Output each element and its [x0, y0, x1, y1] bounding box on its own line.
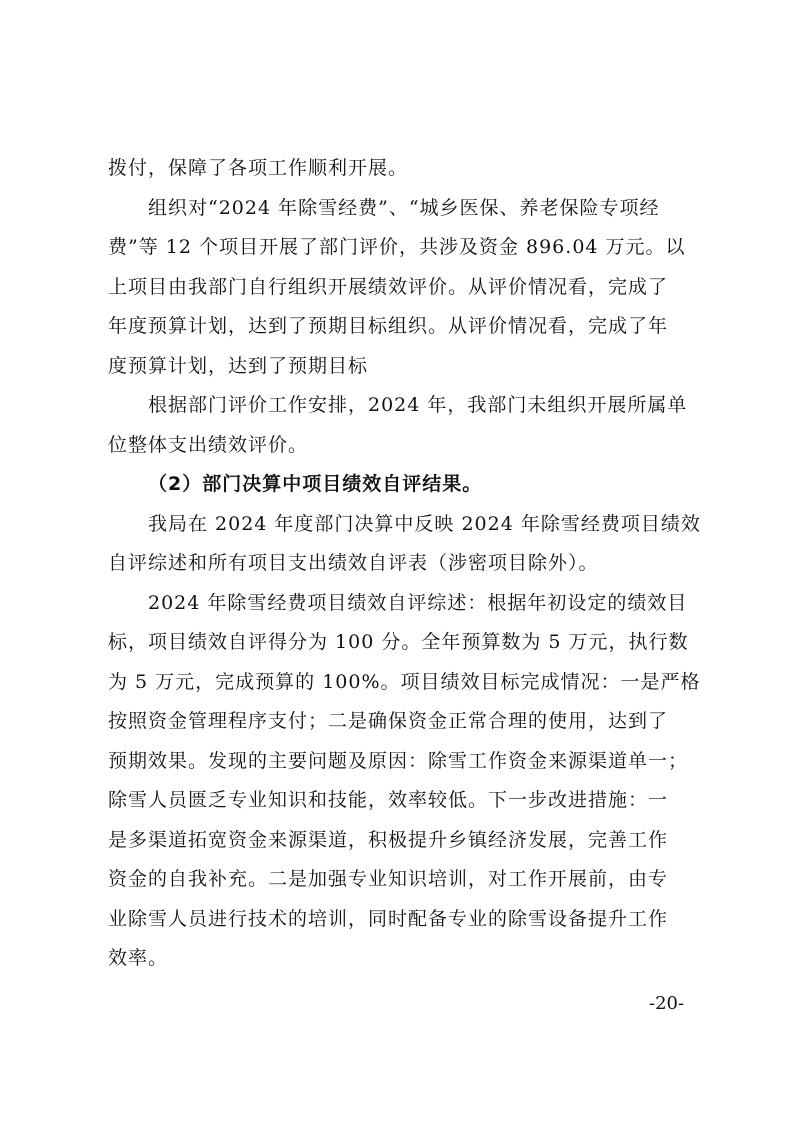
text-line: 自评综述和所有项目支出绩效自评表（涉密项目除外）。: [108, 552, 599, 574]
text-line: 度预算计划，达到了预期目标: [108, 355, 369, 377]
section-heading: （2）部门决算中项目绩效自评结果。: [148, 473, 483, 495]
text-line: 业除雪人员进行技术的培训，同时配备专业的除雪设备提升工作: [108, 908, 669, 930]
text-line: 组织对“2024 年除雪经费”、“城乡医保、养老保险专项经: [148, 197, 660, 219]
text-line: 年度预算计划，达到了预期目标组织。从评价情况看，完成了年: [108, 315, 669, 337]
text-line: 2024 年除雪经费项目绩效自评综述：根据年初设定的绩效目: [148, 592, 688, 614]
text-line: 我局在 2024 年度部门决算中反映 2024 年除雪经费项目绩效: [148, 513, 701, 535]
text-line: 资金的自我补充。二是加强专业知识培训，对工作开展前，由专: [108, 868, 669, 890]
page-number: -20-: [649, 993, 685, 1014]
text-line: 是多渠道拓宽资金来源渠道，积极提升乡镇经济发展，完善工作: [108, 829, 669, 851]
text-line: 上项目由我部门自行组织开展绩效评价。从评价情况看，完成了: [108, 276, 669, 298]
text-line: 按照资金管理程序支付；二是确保资金正常合理的使用，达到了: [108, 710, 669, 732]
text-line: 标，项目绩效自评得分为 100 分。全年预算数为 5 万元，执行数: [108, 631, 689, 653]
text-line: 效率。: [108, 947, 169, 969]
text-line: 拨付，保障了各项工作顺利开展。: [108, 157, 409, 179]
text-line: 为 5 万元，完成预算的 100%。项目绩效目标完成情况：一是严格: [108, 671, 701, 693]
text-line: 费”等 12 个项目开展了部门评价，共涉及资金 896.04 万元。以: [108, 236, 686, 258]
text-line: 位整体支出绩效评价。: [108, 434, 309, 456]
text-line: 根据部门评价工作安排，2024 年，我部门未组织开展所属单: [148, 394, 688, 416]
text-line: 预期效果。发现的主要问题及原因：除雪工作资金来源渠道单一；: [108, 750, 689, 772]
text-line: 除雪人员匮乏专业知识和技能，效率较低。下一步改进措施：一: [108, 789, 669, 811]
